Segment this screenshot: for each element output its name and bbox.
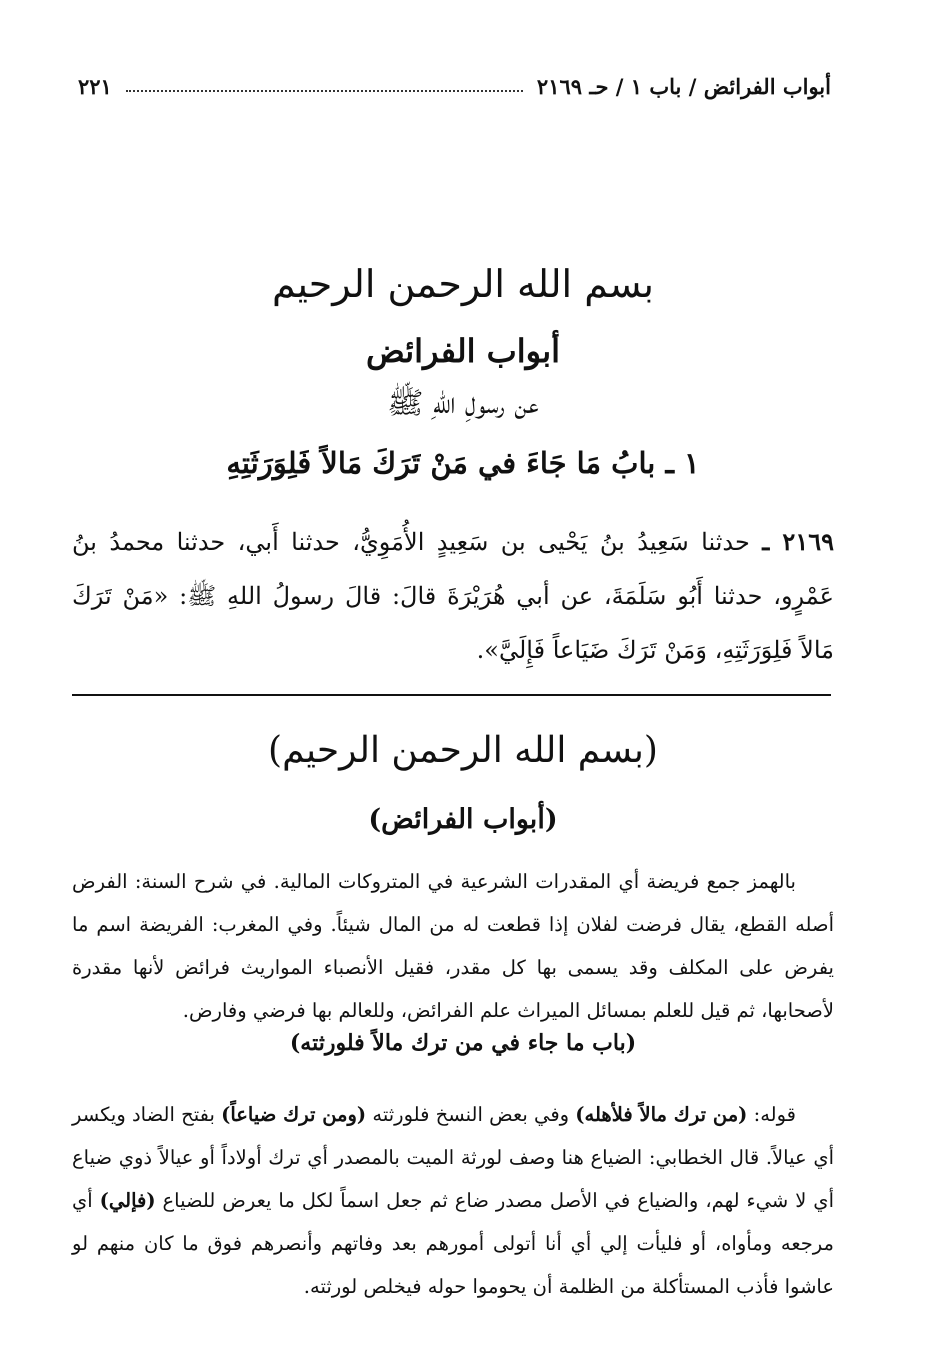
p2-end: أي مرجعه ومأواه، أو فليأت إلي أي أنا أتولى أمورهم بعد وفاتهم وأنصرهم فوق ما كان منهم لو عاشوا فأذب المستأكلة من الظلمة أن يحوموا حوله فيخلص لورثته. xyxy=(72,1189,834,1298)
p2-mid: وفي بعض النسخ فلورثته xyxy=(366,1103,576,1126)
running-header-title: أبواب الفرائض / باب ١ / حـ ٢١٦٩ xyxy=(536,73,831,99)
p2-cont: بفتح الضاد ويكسر أي عيالاً. قال الخطابي: الضياع هنا وصف لورثة الميت بالمصدر أي ترك أولاداً أو عيالاً ذوي ضياع أي لا شيء لهم، والضياع في الأصل مصدر ضاع ثم جعل اسماً لكل ما يعرض للضياع xyxy=(72,1103,834,1212)
book-subtitle: عن رسولِ اللهِ ﷺ xyxy=(387,386,539,421)
chapter-title: ١ ـ بابُ مَا جَاءَ في مَنْ تَرَكَ مَالاً فَلِوَرَثَتِهِ xyxy=(226,446,700,480)
p2-quote-1: (من ترك مالاً فلأهله) xyxy=(575,1103,748,1126)
book-title: أبواب الفرائض xyxy=(366,332,560,370)
commentary-basmala: (بسم الله الرحمن الرحيم) xyxy=(268,730,658,771)
p2-quote-2: (ومن ترك ضياعاً) xyxy=(221,1103,367,1126)
running-header xyxy=(78,66,831,106)
footnote-divider xyxy=(72,694,831,696)
dotted-leader xyxy=(126,80,523,92)
p2-intro: قوله: xyxy=(747,1103,796,1126)
basmala: بسم الله الرحمن الرحيم xyxy=(272,262,654,306)
page-number: ٢٢١ xyxy=(78,73,112,99)
commentary-paragraph-1: بالهمز جمع فريضة أي المقدرات الشرعية في المتروكات المالية. في شرح السنة: الفرض أصله القطع، يقال فرضت لفلان إذا قطعت له من المال شيئاً. وفي المغرب: الفريضة اسم ما يفرض على المكلف وقد يسمى بها كل مقدر، فقيل الأنصباء المواريث فرائض لأنها مقدرة لأصحابها، ثم قيل للعلم بمسائل الميراث علم الفرائض، وللعالم بها فرضي وفارض. xyxy=(72,870,834,1022)
p2-quote-3: (فإلي) xyxy=(99,1189,156,1212)
hadith-text: حدثنا سَعِيدُ بنُ يَحْيى بن سَعِيدٍ الأُمَوِيُّ، حدثنا أَبي، حدثنا محمدُ بنُ عَمْرٍو، حدثنا أَبُو سَلَمَةَ، عن أبي هُرَيْرَةَ قالَ: قالَ رسولُ اللهِ ﷺ: «مَنْ تَرَكَ مَالاً فَلِوَرَثَتِهِ، وَمَنْ تَرَكَ ضَيَاعاً فَإِلَيَّ». xyxy=(72,528,834,664)
commentary-chapter-title: (باب ما جاء في من ترك مالاً فلورثته) xyxy=(289,1030,637,1056)
commentary-book-title: (أبواب الفرائض) xyxy=(368,804,558,835)
commentary-paragraph-2 xyxy=(72,1093,834,1308)
hadith-text-block xyxy=(72,515,834,677)
hadith-number: ٢١٦٩ ـ xyxy=(762,527,834,556)
